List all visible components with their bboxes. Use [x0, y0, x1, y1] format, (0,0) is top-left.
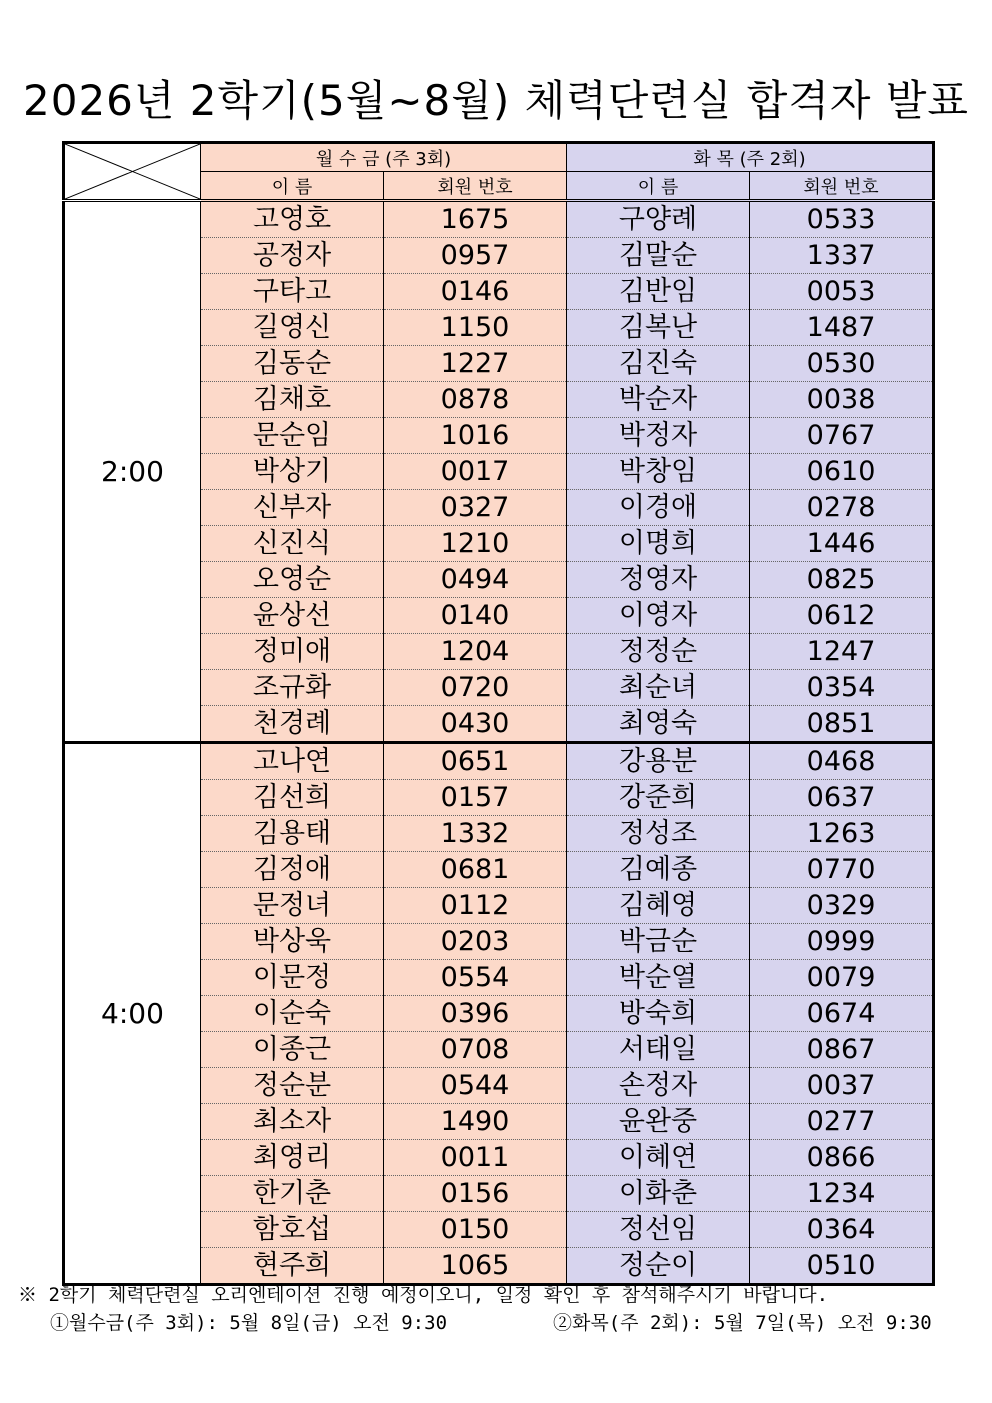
member-name: 조규화: [201, 670, 384, 706]
member-number: 0017: [384, 454, 567, 490]
member-number: 1263: [750, 816, 934, 852]
member-number: 0866: [750, 1140, 934, 1176]
member-name: 박순열: [567, 960, 750, 996]
member-name: 이순숙: [201, 996, 384, 1032]
column-header-number: 회원 번호: [384, 172, 567, 201]
member-number: 1337: [750, 238, 934, 274]
member-number: 0510: [750, 1248, 934, 1285]
member-name: 신진식: [201, 526, 384, 562]
member-name: 정성조: [567, 816, 750, 852]
member-name: 최영숙: [567, 706, 750, 743]
member-name: 신부자: [201, 490, 384, 526]
member-number: 1490: [384, 1104, 567, 1140]
member-number: 0999: [750, 924, 934, 960]
member-number: 0533: [750, 201, 934, 238]
member-name: 박상욱: [201, 924, 384, 960]
member-number: 0610: [750, 454, 934, 490]
member-number: 0354: [750, 670, 934, 706]
member-number: 0708: [384, 1032, 567, 1068]
member-number: 0767: [750, 418, 934, 454]
member-name: 박상기: [201, 454, 384, 490]
member-name: 길영신: [201, 310, 384, 346]
member-name: 최영리: [201, 1140, 384, 1176]
group-header-tt: 화 목 (주 2회): [567, 143, 934, 172]
member-number: 0277: [750, 1104, 934, 1140]
orientation-schedule-tt: ②화목(주 2회): 5월 7일(목) 오전 9:30: [553, 1312, 932, 1334]
member-number: 0329: [750, 888, 934, 924]
member-name: 손정자: [567, 1068, 750, 1104]
member-name: 최순녀: [567, 670, 750, 706]
member-number: 0825: [750, 562, 934, 598]
member-number: 0146: [384, 274, 567, 310]
member-name: 고나연: [201, 743, 384, 780]
member-name: 이종근: [201, 1032, 384, 1068]
member-number: 0720: [384, 670, 567, 706]
table-row: [64, 201, 934, 238]
member-number: 0637: [750, 780, 934, 816]
group-header-mwf: 월 수 금 (주 3회): [201, 143, 567, 172]
member-name: 정순이: [567, 1248, 750, 1285]
roster-table: [62, 141, 935, 1286]
member-name: 방숙희: [567, 996, 750, 1032]
member-name: 윤완중: [567, 1104, 750, 1140]
orientation-schedule-mwf: ①월수금(주 3회): 5월 8일(금) 오전 9:30: [50, 1312, 448, 1334]
member-number: 0150: [384, 1212, 567, 1248]
member-number: 0278: [750, 490, 934, 526]
member-number: 1210: [384, 526, 567, 562]
diagonal-cross-icon: [65, 144, 200, 199]
corner-cell: [64, 143, 201, 201]
member-number: 0079: [750, 960, 934, 996]
member-number: 0530: [750, 346, 934, 382]
member-name: 이문정: [201, 960, 384, 996]
table-row: [64, 743, 934, 780]
member-name: 정영자: [567, 562, 750, 598]
member-name: 김반임: [567, 274, 750, 310]
member-number: 1150: [384, 310, 567, 346]
member-name: 김정애: [201, 852, 384, 888]
orientation-notice: ※ 2학기 체력단련실 오리엔테이션 진행 예정이오니, 일정 확인 후 참석해주시기 바랍니다.: [18, 1284, 829, 1306]
member-number: 0038: [750, 382, 934, 418]
member-number: 1446: [750, 526, 934, 562]
member-name: 이명희: [567, 526, 750, 562]
member-name: 구양례: [567, 201, 750, 238]
member-number: 0037: [750, 1068, 934, 1104]
member-name: 김말순: [567, 238, 750, 274]
member-number: 0396: [384, 996, 567, 1032]
member-number: 0112: [384, 888, 567, 924]
member-name: 강준희: [567, 780, 750, 816]
member-name: 천경례: [201, 706, 384, 743]
member-name: 구타고: [201, 274, 384, 310]
member-name: 고영호: [201, 201, 384, 238]
member-name: 정선임: [567, 1212, 750, 1248]
roster-body: [64, 201, 934, 1285]
member-number: 0468: [750, 743, 934, 780]
member-name: 강용분: [567, 743, 750, 780]
member-number: 0157: [384, 780, 567, 816]
member-number: 1332: [384, 816, 567, 852]
member-number: 0878: [384, 382, 567, 418]
member-number: 0681: [384, 852, 567, 888]
member-name: 문순임: [201, 418, 384, 454]
column-header-number: 회원 번호: [750, 172, 934, 201]
member-number: 1016: [384, 418, 567, 454]
column-header-name: 이 름: [201, 172, 384, 201]
member-number: 0612: [750, 598, 934, 634]
member-number: 1204: [384, 634, 567, 670]
member-name: 최소자: [201, 1104, 384, 1140]
member-name: 박순자: [567, 382, 750, 418]
member-name: 공정자: [201, 238, 384, 274]
member-name: 김채호: [201, 382, 384, 418]
member-name: 김동순: [201, 346, 384, 382]
member-number: 0053: [750, 274, 934, 310]
member-number: 0011: [384, 1140, 567, 1176]
member-name: 이경애: [567, 490, 750, 526]
member-name: 김진숙: [567, 346, 750, 382]
member-name: 한기춘: [201, 1176, 384, 1212]
member-name: 김복난: [567, 310, 750, 346]
column-header-name: 이 름: [567, 172, 750, 201]
member-number: 1247: [750, 634, 934, 670]
member-number: 0156: [384, 1176, 567, 1212]
member-number: 0364: [750, 1212, 934, 1248]
member-name: 김예종: [567, 852, 750, 888]
member-name: 박창임: [567, 454, 750, 490]
member-name: 정미애: [201, 634, 384, 670]
member-number: 0867: [750, 1032, 934, 1068]
member-number: 0554: [384, 960, 567, 996]
member-name: 윤상선: [201, 598, 384, 634]
member-number: 1065: [384, 1248, 567, 1285]
member-name: 김선희: [201, 780, 384, 816]
member-name: 정정순: [567, 634, 750, 670]
member-number: 0851: [750, 706, 934, 743]
member-number: 0957: [384, 238, 567, 274]
member-name: 서태일: [567, 1032, 750, 1068]
session-time: 4:00: [64, 743, 201, 1285]
member-number: 0203: [384, 924, 567, 960]
member-name: 박정자: [567, 418, 750, 454]
page-title: 2026년 2학기(5월~8월) 체력단련실 합격자 발표: [23, 76, 969, 125]
member-number: 1675: [384, 201, 567, 238]
member-name: 김용태: [201, 816, 384, 852]
member-name: 이영자: [567, 598, 750, 634]
member-name: 오영순: [201, 562, 384, 598]
member-name: 이화춘: [567, 1176, 750, 1212]
member-number: 0140: [384, 598, 567, 634]
member-name: 문정녀: [201, 888, 384, 924]
member-name: 박금순: [567, 924, 750, 960]
member-number: 0674: [750, 996, 934, 1032]
member-number: 0430: [384, 706, 567, 743]
session-time: 2:00: [64, 201, 201, 743]
member-name: 현주희: [201, 1248, 384, 1285]
member-number: 1234: [750, 1176, 934, 1212]
member-name: 함호섭: [201, 1212, 384, 1248]
member-number: 0651: [384, 743, 567, 780]
member-name: 김혜영: [567, 888, 750, 924]
member-number: 0770: [750, 852, 934, 888]
member-number: 1227: [384, 346, 567, 382]
member-name: 정순분: [201, 1068, 384, 1104]
member-number: 0327: [384, 490, 567, 526]
member-number: 0544: [384, 1068, 567, 1104]
member-number: 0494: [384, 562, 567, 598]
member-name: 이혜연: [567, 1140, 750, 1176]
member-number: 1487: [750, 310, 934, 346]
